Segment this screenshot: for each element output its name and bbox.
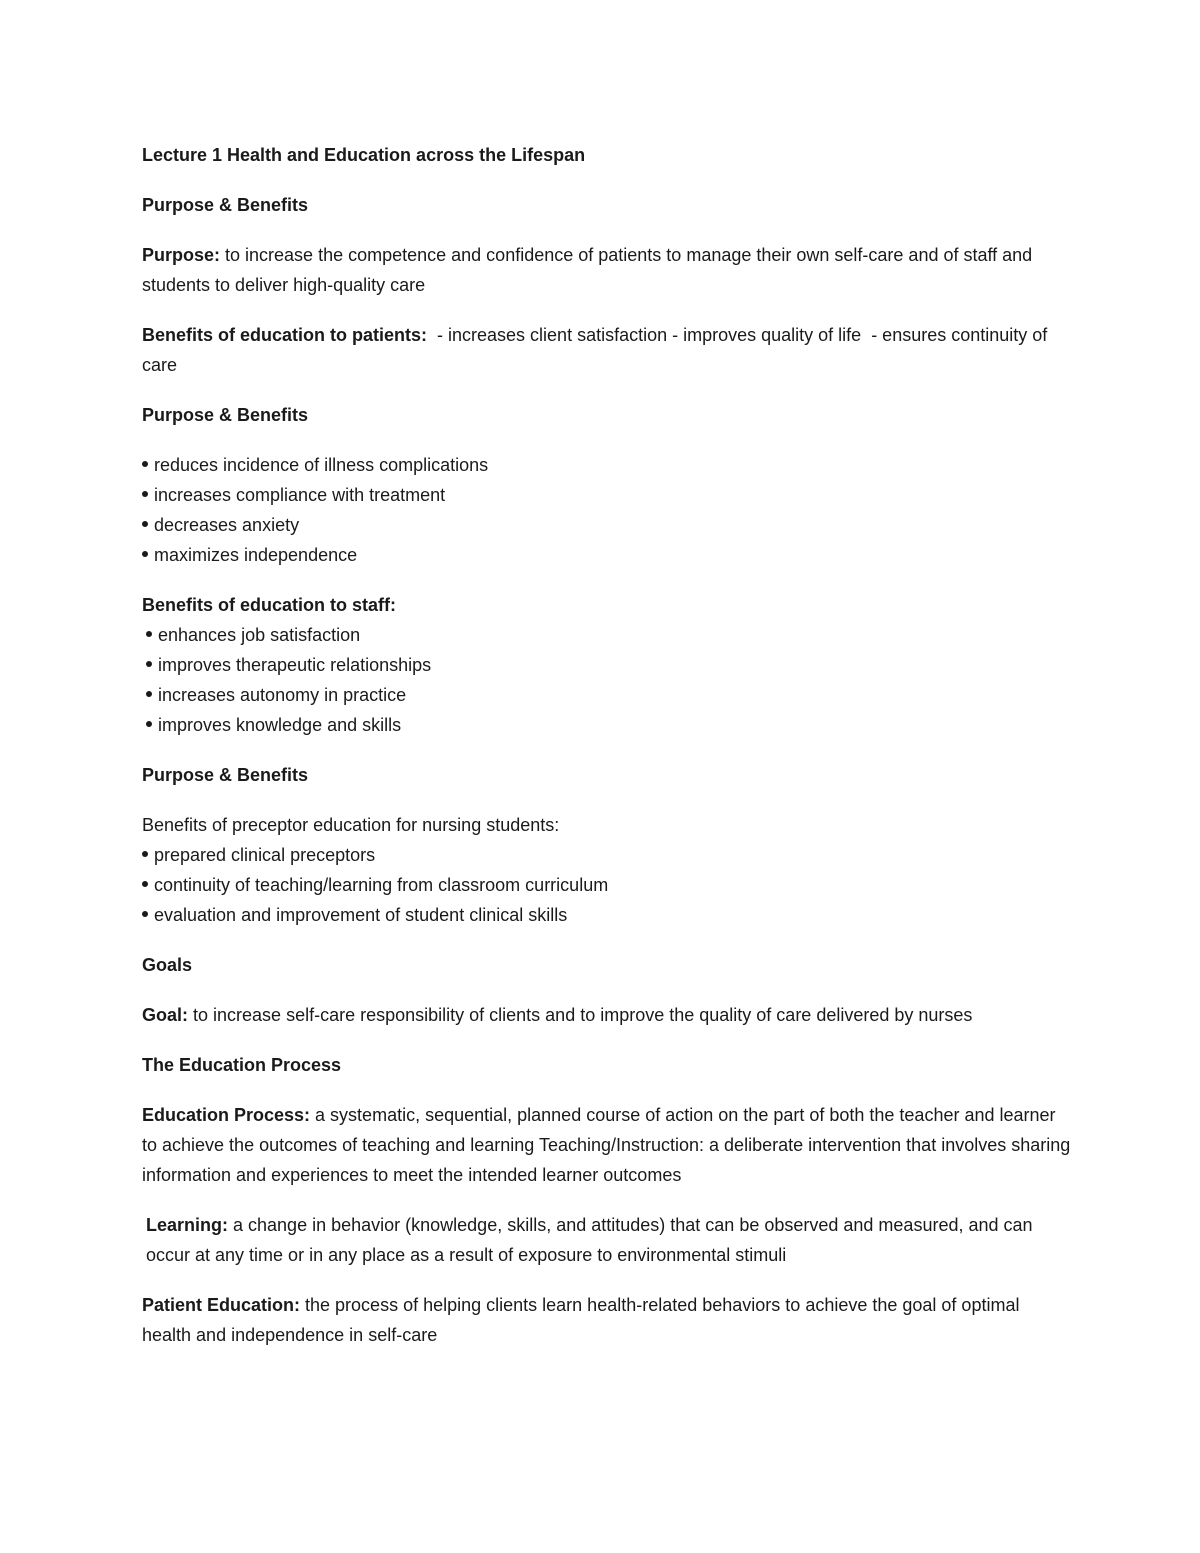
list-item-text: evaluation and improvement of student clinical skills — [154, 905, 568, 925]
bullet-icon — [142, 551, 148, 557]
list-item — [142, 680, 1072, 710]
list-item-text: improves knowledge and skills — [158, 715, 402, 735]
list-item — [142, 450, 1072, 480]
list-item-text: maximizes independence — [154, 545, 358, 565]
document-title: Lecture 1 Health and Education across the Lifespan — [142, 145, 586, 165]
patient-education-paragraph — [142, 1290, 1072, 1350]
purpose-label: Purpose: — [142, 245, 221, 265]
bullet-icon — [142, 461, 148, 467]
list-item — [142, 870, 1072, 900]
bullet-icon — [146, 691, 152, 697]
section-heading: Purpose & Benefits — [142, 765, 309, 785]
list-item — [142, 540, 1072, 570]
list-item-text: reduces incidence of illness complications — [154, 455, 489, 475]
list-item — [142, 510, 1072, 540]
patients-benefits-paragraph — [142, 320, 1072, 380]
list-item — [142, 840, 1072, 870]
document-body — [142, 140, 1072, 1370]
bullet-icon — [146, 721, 152, 727]
patients-benefits-label: Benefits of education to patients: — [142, 325, 428, 345]
bullet-icon — [142, 521, 148, 527]
list-item — [142, 710, 1072, 740]
list-item-text: decreases anxiety — [154, 515, 300, 535]
bullet-icon — [142, 911, 148, 917]
list-item — [142, 900, 1072, 930]
patient-education-text: the process of helping clients learn health-related behaviors to achieve the goal of optimal health and independence in self-care — [142, 1295, 1020, 1345]
list-item — [142, 650, 1072, 680]
list-item-text: prepared clinical preceptors — [154, 845, 376, 865]
education-process-label: Education Process: — [142, 1105, 311, 1125]
list-item-text: increases autonomy in practice — [158, 685, 407, 705]
bullet-icon — [146, 661, 152, 667]
bullet-icon — [142, 491, 148, 497]
patient-education-label: Patient Education: — [142, 1295, 301, 1315]
staff-benefits-block — [142, 590, 1072, 740]
learning-text: a change in behavior (knowledge, skills, and attitudes) that can be observed and measured, and can occur at any time or in any place as a result of exposure to environmental stimuli — [146, 1215, 1033, 1265]
patients-benefits-text: - increases client satisfaction - improves quality of life - ensures continuity of care — [142, 325, 1053, 375]
section-heading: Goals — [142, 955, 193, 975]
bullet-icon — [142, 851, 148, 857]
preceptor-intro: Benefits of preceptor education for nursing students: — [142, 815, 560, 835]
learning-paragraph — [142, 1210, 1072, 1270]
goal-label: Goal: — [142, 1005, 189, 1025]
learning-label: Learning: — [146, 1215, 229, 1235]
section-heading: Purpose & Benefits — [142, 195, 309, 215]
list-item-text: continuity of teaching/learning from classroom curriculum — [154, 875, 609, 895]
list-item — [142, 620, 1072, 650]
bullet-icon — [142, 881, 148, 887]
preceptor-benefits-block — [142, 810, 1072, 930]
bullet-icon — [146, 631, 152, 637]
education-process-paragraph — [142, 1100, 1072, 1190]
list-item-text: enhances job satisfaction — [158, 625, 361, 645]
education-process-text: a systematic, sequential, planned course of action on the part of both the teacher and learner to achieve the outcomes of teaching and learning Teaching/Instruction: a deliberate intervention that involves sharing information and experiences to meet the intended learner outcomes — [142, 1105, 1071, 1185]
purpose-paragraph — [142, 240, 1072, 300]
purpose-text: to increase the competence and confidence of patients to manage their own self-care and of staff and students to deliver high-quality care — [142, 245, 1033, 295]
list-item — [142, 480, 1072, 510]
staff-benefits-label: Benefits of education to staff: — [142, 595, 397, 615]
benefits-bullet-list — [142, 450, 1072, 570]
goal-paragraph — [142, 1000, 1072, 1030]
goal-text: to increase self-care responsibility of clients and to improve the quality of care delivered by nurses — [188, 1005, 973, 1025]
list-item-text: improves therapeutic relationships — [158, 655, 432, 675]
section-heading: The Education Process — [142, 1055, 342, 1075]
list-item-text: increases compliance with treatment — [154, 485, 446, 505]
section-heading: Purpose & Benefits — [142, 405, 309, 425]
